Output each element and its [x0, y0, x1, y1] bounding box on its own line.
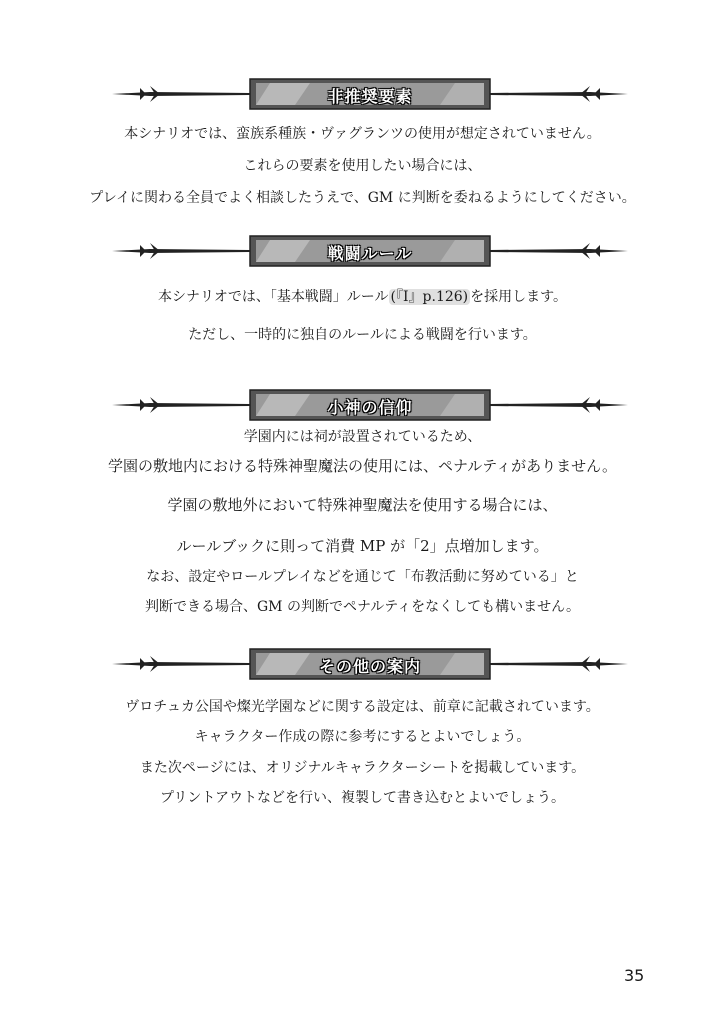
body-text-line: ただし、一時的に独自のルールによる戦闘を行います。: [188, 327, 537, 343]
body-text-line: プレイに関わる全員でよく相談したうえで、GM に判断を委ねるようにしてください。: [89, 190, 636, 206]
body-text-line: [0, 286, 725, 306]
body-text-line: ヴロチュカ公国や燦光学園などに関する設定は、前章に記載されています。: [125, 699, 600, 715]
section-title: 戦闘ルール: [327, 244, 413, 263]
section-header-combat-rules: [110, 233, 630, 269]
body-text-line: 学園の敷地内における特殊神聖魔法の使用には、ペナルティがありません。: [108, 457, 617, 475]
page-number: 35: [624, 966, 645, 985]
section-title: 小神の信仰: [327, 398, 413, 417]
body-text-line: また次ページには、オリジナルキャラクターシートを掲載しています。: [139, 760, 586, 776]
body-text-line: プリントアウトなどを行い、複製して書き込むとよいでしょう。: [159, 790, 566, 806]
section-title: 非推奨要素: [327, 87, 413, 106]
body-text-line: なお、設定やロールプレイなどを通じて「布教活動に努めている」と: [146, 569, 579, 585]
section-header-other-info: [110, 646, 630, 682]
body-text-line: キャラクター作成の際に参考にするとよいでしょう。: [194, 729, 531, 745]
text-segment: 本シナリオでは、「基本戦闘」ルール: [157, 289, 389, 305]
section-header-minor-god-faith: [110, 387, 630, 423]
body-text-line: 学園の敷地外において特殊神聖魔法を使用する場合には、: [167, 496, 558, 514]
book-reference: (『Ⅰ』p.126): [390, 289, 469, 305]
body-text-line: これらの要素を使用したい場合には、: [243, 158, 482, 174]
body-text-line: 学園内には祠が設置されているため、: [243, 429, 482, 445]
section-title: その他の案内: [318, 657, 421, 676]
body-text-line: 判断できる場合、GM の判断でペナルティをなくしても構いません。: [145, 599, 580, 615]
section-header-non-recommended: [110, 76, 630, 112]
body-text-line: 本シナリオでは、蛮族系種族・ヴァグランツの使用が想定されていません。: [124, 126, 601, 142]
text-segment: を採用します。: [470, 289, 568, 305]
body-text-line: ルールブックに則って消費 MP が「2」点増加します。: [176, 537, 549, 555]
